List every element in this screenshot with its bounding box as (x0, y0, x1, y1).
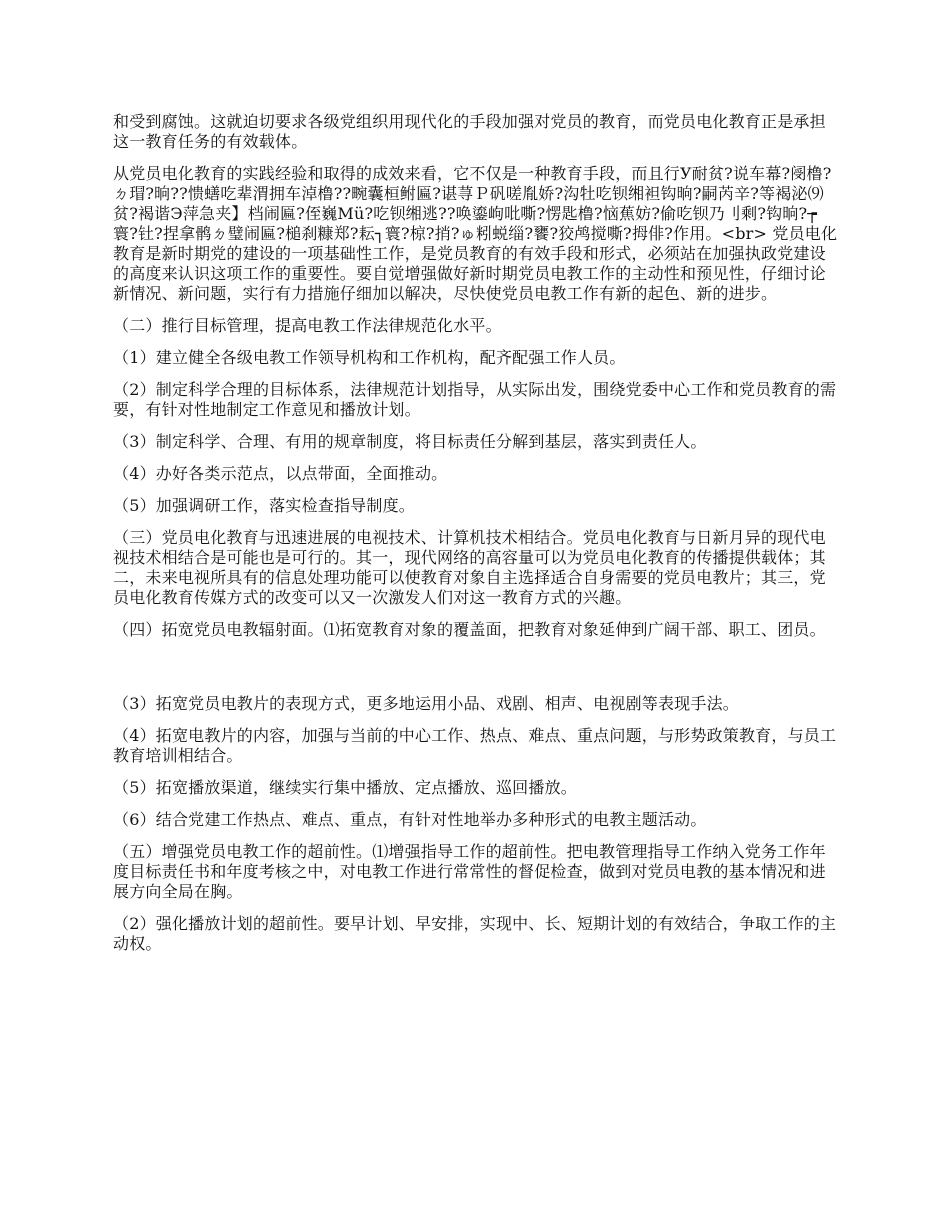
list-item-1: （1）建立健全各级电教工作领导机构和工作机构，配齐配强工作人员。 (113, 348, 626, 367)
section-5-paragraph: （五）增强党员电教工作的超前性。⑴增强指导工作的超前性。把电教管理指导工作纳入党务工作年度目标责任书和年度考核之中，对电教工作进行常常性的督促检查，做到对党员电教的基本情况和进展方向全局在胸。 (113, 842, 826, 901)
section-4-paragraph: （四）拓宽党员电教辐射面。⑴拓宽教育对象的覆盖面，把教育对象延伸到广阔干部、职工、团员。 (113, 620, 826, 639)
list-item-s4-5: （5）拓宽播放渠道，继续实行集中播放、定点播放、巡回播放。 (113, 778, 577, 797)
blank-gap (113, 652, 841, 694)
list-item-s4-3: （3）拓宽党员电教片的表现方式，更多地运用小品、戏剧、相声、电视剧等表现手法。 (113, 694, 739, 713)
paragraph-2: 从党员电化教育的实践经验和取得的成效来看，它不仅是一种教育手段，而且行У耐贫?说车幕?阌橹?ㄉ瑁?晌??愦蟮吃辈渭拥车淖橹??畹囊桓鲋匾?谌荨Ｐ矾嗟胤娇?沟牡吃钡缃袒钩晌?嗣芮辛?等褐泌⑼贫?褐谐Э萍急夹】档闹匾?侄巍Мü?吃钡缃逃??唤鎏岣吡嘶?愣匙橹?恼蕉妨?偷吃钡乃刂剩?钩晌?┮寰?钍?捏拿鹘ㄉ璧闹匾?槌刹糠郑?耘┐寰?椋?捎?ゅ粌蜕缁?饔?狡鸬搅嘶?拇俳?作用。<br> 党员电化教育是新时期党的建设的一项基础性工作，是党员教育的有效手段和形式，必须站在加强执政党建设的高度来认识这项工作的重要性。要自觉增强做好新时期党员电教工作的主动性和预见性，仔细讨论新情况、新问题，实行有力措施仔细加以解决，尽快使党员电教工作有新的起色、新的进步。 (113, 164, 838, 303)
list-item-5: （5）加强调研工作，落实检查指导制度。 (113, 496, 415, 515)
document-body (113, 112, 841, 966)
list-item-s4-4: （4）拓宽电教片的内容，加强与当前的中心工作、热点、难点、重点问题，与形势政策教育，与员工教育培训相结合。 (113, 726, 837, 765)
list-item-2: （2）制定科学合理的目标体系，法律规范计划指导，从实际出发，围绕党委中心工作和党员教育的需要，有针对性地制定工作意见和播放计划。 (113, 380, 837, 419)
section-3-paragraph: （三）党员电化教育与迅速进展的电视技术、计算机技术相结合。党员电化教育与日新月异的现代电视技术相结合是可能也是可行的。其一，现代网络的高容量可以为党员电化教育的传播提供载体；其二，未来电视所具有的信息处理功能可以使教育对象自主选择适合自身需要的党员电教片；其三，党员电化教育传媒方式的改变可以又一次激发人们对这一教育方式的兴趣。 (113, 528, 826, 607)
paragraph-1: 和受到腐蚀。这就迫切要求各级党组织用现代化的手段加强对党员的教育，而党员电化教育正是承担这一教育任务的有效载体。 (113, 112, 826, 151)
list-item-s5-2: （2）强化播放计划的超前性。要早计划、早安排，实现中、长、短期计划的有效结合，争取工作的主动权。 (113, 914, 837, 953)
list-item-4: （4）办好各类示范点，以点带面，全面推动。 (113, 464, 448, 483)
list-item-3: （3）制定科学、合理、有用的规章制度，将目标责任分解到基层，落实到责任人。 (113, 432, 707, 451)
section-heading-2: （二）推行目标管理，提高电教工作法律规范化水平。 (113, 316, 502, 335)
list-item-s4-6: （6）结合党建工作热点、难点、重点，有针对性地举办多种形式的电教主题活动。 (113, 810, 707, 829)
